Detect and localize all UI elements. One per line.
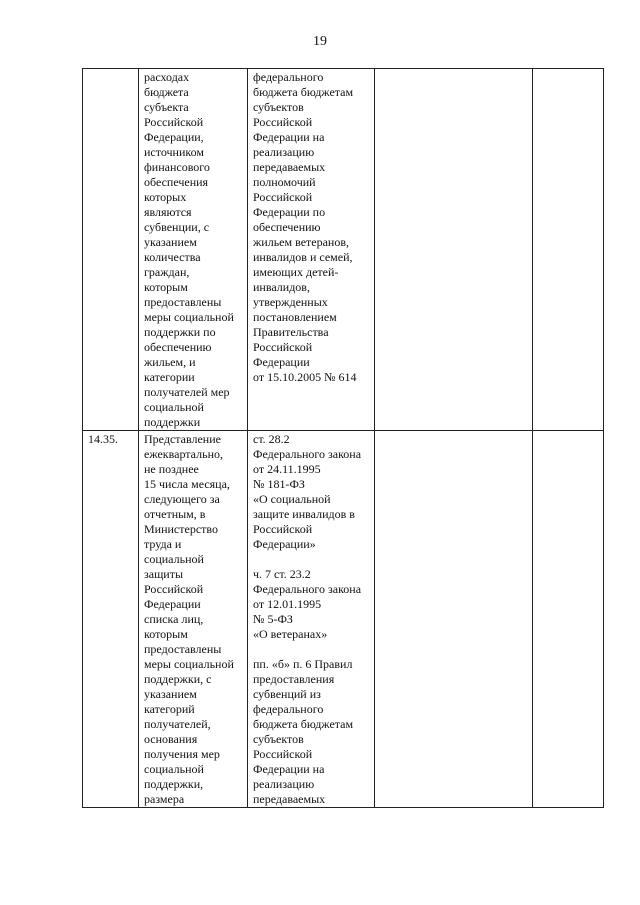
text-line: Федерации на	[253, 130, 325, 144]
empty-cell	[533, 431, 604, 808]
text-line: категорий	[144, 702, 195, 716]
table-row	[83, 69, 604, 431]
text-line: субъектов	[253, 100, 304, 114]
text-line: не позднее	[144, 462, 199, 476]
text-line: социальной	[144, 552, 204, 566]
text-line: Федерации	[144, 597, 201, 611]
text-line: обеспечения	[144, 175, 209, 189]
text-line: граждан,	[144, 265, 190, 279]
text-line: субъектов	[253, 732, 304, 746]
text-line: Российской	[253, 190, 313, 204]
text-line: защите инвалидов в	[253, 507, 355, 521]
requirement-cell	[139, 69, 248, 431]
text-line: № 5-ФЗ	[253, 612, 293, 626]
text-line: Российской	[144, 582, 204, 596]
text-line: получателей,	[144, 717, 211, 731]
text-line: инвалидов,	[253, 280, 310, 294]
text-line: реализацию	[253, 145, 315, 159]
text-line: расходах	[144, 70, 190, 84]
text-line: которым	[144, 280, 188, 294]
text-line: субвенций из	[253, 687, 321, 701]
text-line: бюджета бюджетам	[253, 717, 354, 731]
text-line: социальной	[144, 400, 204, 414]
text-line: количества	[144, 250, 201, 264]
text-line: отчетным, в	[144, 507, 206, 521]
text-line: передаваемых	[253, 160, 326, 174]
text-line: обеспечению	[253, 220, 321, 234]
text-line: труда и	[144, 537, 182, 551]
text-line: Федерального закона	[253, 447, 362, 461]
text-line: Федерации на	[253, 762, 325, 776]
text-line: поддержки, с	[144, 672, 212, 686]
text-line: от 15.10.2005 № 614	[253, 370, 357, 384]
text-line: Российской	[253, 115, 313, 129]
text-line: поддержки,	[144, 777, 204, 791]
text-line: получателей мер	[144, 385, 230, 399]
text-line: постановлением	[253, 310, 337, 324]
text-line: являются	[144, 205, 192, 219]
text-line: основания	[144, 732, 198, 746]
empty-cell	[533, 69, 604, 431]
text-line: Российской	[253, 747, 313, 761]
text-line: меры социальной	[144, 310, 234, 324]
text-line: Федерации»	[253, 537, 316, 551]
page-number: 19	[313, 34, 327, 49]
text-line: жильем, и	[144, 355, 196, 369]
legal-basis-cell	[248, 431, 375, 808]
text-line: от 12.01.1995	[253, 597, 322, 611]
text-line: субъекта	[144, 100, 189, 114]
paragraph-gap	[253, 552, 374, 567]
requirements-table	[82, 68, 604, 808]
requirement-cell	[139, 431, 248, 808]
text-line: Федерации по	[253, 205, 326, 219]
text-line: списка лиц,	[144, 612, 204, 626]
text-line: бюджета	[144, 85, 189, 99]
text-line: следующего за	[144, 492, 220, 506]
text-line: предоставлены	[144, 295, 222, 309]
text-line: Федерации,	[144, 130, 204, 144]
text-line: имеющих детей-	[253, 265, 339, 279]
text-line: бюджета бюджетам	[253, 85, 354, 99]
text-line: социальной	[144, 762, 204, 776]
text-line: обеспечению	[144, 340, 212, 354]
text-line: финансового	[144, 160, 210, 174]
text-line: Федерального закона	[253, 582, 362, 596]
text-line: категории	[144, 370, 195, 384]
text-line: которым	[144, 627, 188, 641]
text-line: от 24.11.1995	[253, 462, 321, 476]
legal-basis-cell	[248, 69, 375, 431]
text-line: указанием	[144, 235, 197, 249]
text-line: полномочий	[253, 175, 316, 189]
text-line: ч. 7 ст. 23.2	[253, 567, 311, 581]
text-line: получения мер	[144, 747, 220, 761]
text-line: Российской	[253, 522, 313, 536]
text-line: передаваемых	[253, 792, 326, 806]
text-line: № 181-ФЗ	[253, 477, 305, 491]
text-line: субвенции, с	[144, 220, 210, 234]
text-line: федерального	[253, 702, 324, 716]
text-line: 15 числа месяца,	[144, 477, 230, 491]
empty-cell	[375, 431, 533, 808]
text-line: предоставлены	[144, 642, 222, 656]
text-line: реализацию	[253, 777, 315, 791]
text-line: утвержденных	[253, 295, 328, 309]
empty-cell	[375, 69, 533, 431]
text-line: пп. «б» п. 6 Правил	[253, 657, 353, 671]
text-line: инвалидов и семей,	[253, 250, 353, 264]
text-line: указанием	[144, 687, 197, 701]
text-line: Федерации	[253, 355, 310, 369]
text-line: Правительства	[253, 325, 329, 339]
text-line: поддержки	[144, 415, 201, 429]
text-line: источником	[144, 145, 204, 159]
text-line: ежеквартально,	[144, 447, 223, 461]
text-line: защиты	[144, 567, 184, 581]
text-line: меры социальной	[144, 657, 234, 671]
text-line: ст. 28.2	[253, 432, 290, 446]
text-line: «О социальной	[253, 492, 331, 506]
row-number-cell: 14.35.	[83, 431, 139, 808]
text-line: поддержки по	[144, 325, 216, 339]
text-line: федерального	[253, 70, 324, 84]
text-line: «О ветеранах»	[253, 627, 328, 641]
text-line: Представление	[144, 432, 221, 446]
text-line: жильем ветеранов,	[253, 235, 349, 249]
text-line: размера	[144, 792, 185, 806]
text-line: Российской	[144, 115, 204, 129]
row-number-cell	[83, 69, 139, 431]
paragraph-gap	[253, 642, 374, 657]
text-line: Министерство	[144, 522, 218, 536]
text-line: предоставления	[253, 672, 335, 686]
text-line: которых	[144, 190, 187, 204]
table-row	[83, 431, 604, 808]
text-line: Российской	[253, 340, 313, 354]
